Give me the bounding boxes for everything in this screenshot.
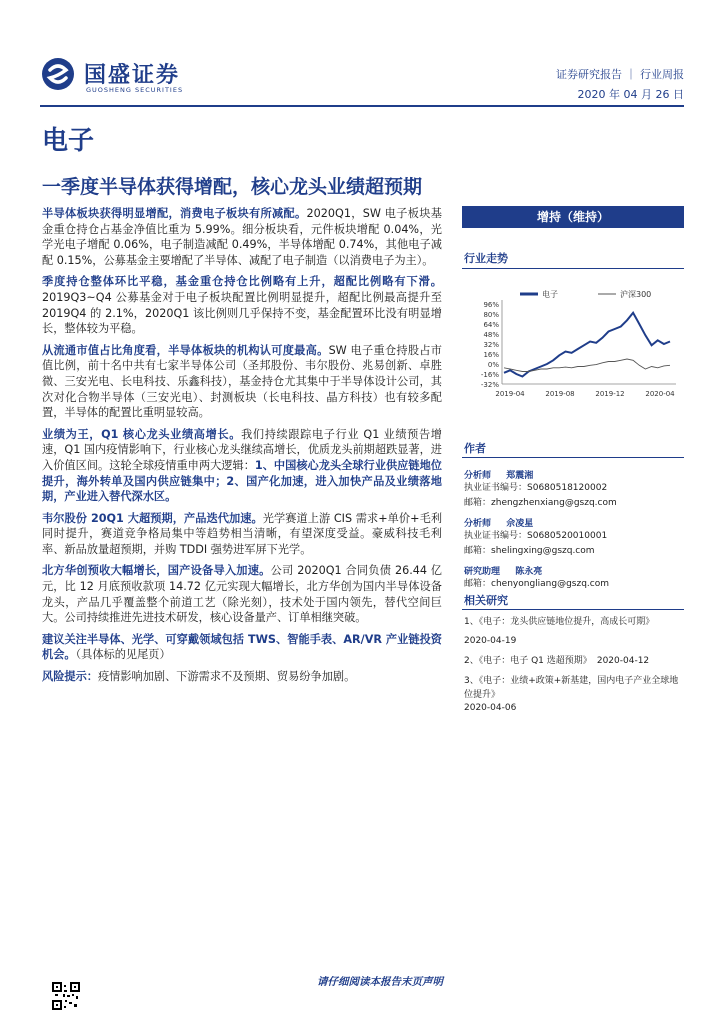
trend-rule: [462, 268, 684, 269]
report-date: 2020 年 04 月 26 日: [577, 88, 684, 101]
related-item[interactable]: 3、《电子：业绩+政策+新基建，国内电子产业全球地位提升》: [464, 676, 679, 700]
x-tick-label: 2019-12: [595, 390, 625, 398]
related-item[interactable]: 1、《电子：龙头供应链地位提升，高成长可期》: [464, 617, 655, 627]
paragraph: [42, 511, 442, 558]
email-label: 邮箱：: [464, 579, 492, 589]
series-line-csi300: [504, 359, 670, 372]
author-role-row: [464, 463, 686, 481]
company-logo: [40, 56, 76, 92]
paragraph: [42, 563, 442, 625]
related-date: 2020-04-12: [596, 656, 650, 666]
paragraph-body: 公司 2020Q1 合同负债 26.44 亿元，比 12 月底预收款项 14.72 亿元实现大幅增长，北方华创为国内半导体设备龙头，产品几乎覆盖整个前道工艺（除光刻），技术处于国内领先，替代空间巨大。公司持续推进先进技术研发，核心设备量产、订单相继突破。: [42, 564, 442, 625]
author-cert: S0680518120002: [527, 483, 608, 493]
author-block: [464, 463, 686, 590]
cert-label: 执业证书编号：: [464, 483, 528, 493]
paragraph: [42, 343, 442, 421]
y-tick-label: 96%: [483, 301, 499, 309]
paragraph-lead: 建议关注半导体、光学、可穿戴领域包括 TWS、智能手表、AR/VR 产业链投资机会。: [42, 632, 442, 662]
legend-label: 沪深300: [620, 290, 652, 299]
sector-title: 电子: [42, 126, 95, 156]
related-item[interactable]: 2、《电子：电子 Q1 选超预期》: [464, 656, 592, 666]
company-sub: GUOSHENG SECURITIES: [86, 86, 184, 94]
related-date: 2020-04-19: [464, 636, 517, 646]
author-cert: S0680520010001: [527, 531, 608, 541]
y-tick-label: 32%: [483, 341, 499, 349]
paragraph-tail: 1、中国核心龙头全球行业供应链地位提升，海外转单及国内供应链集中；2、国产化加速，进入加快产品及业绩落地期，产业进入替代深水区。: [42, 458, 442, 504]
logo-icon: [40, 56, 76, 92]
paragraph-body: 光学赛道上游 CIS 需求+单价+毛利同时提升，赛道竞争格局集中等趋势相当清晰，有望深度受益。豪威科技毛利率、新品放量超预期，并购 TDDI 强势进军屏下光学。: [42, 511, 443, 556]
paragraph-body: （具体标的见尾页）: [75, 648, 171, 662]
related-rule: [462, 609, 684, 610]
paragraph-lead: 韦尔股份 20Q1 大超预期，产品迭代加速。: [42, 511, 263, 525]
y-tick-label: 16%: [483, 351, 499, 359]
paragraph-lead: 北方华创预收大幅增长，国产设备导入加速。: [42, 564, 271, 578]
authors-rule: [462, 457, 684, 458]
trend-chart: [462, 286, 684, 402]
author-role: 研究助理: [464, 567, 501, 577]
y-tick-label: -32%: [480, 381, 499, 389]
paragraph-body: 2019Q3~Q4 公募基金对于电子板块配置比例明显提升，超配比例最高提升至 2019Q4 的 2.1%，2020Q1 该比例则几乎保持不变，基金配置环比没有明显增长，整体较为平稳。: [42, 290, 442, 336]
y-tick-label: 48%: [483, 331, 499, 339]
rating-badge: 增持（维持）: [462, 206, 684, 228]
paragraph-body: SW 电子重仓持股占市值比例，前十名中共有七家半导体公司（圣邦股份、韦尔股份、兆易创新、卓胜微、三安光电、长电科技、乐鑫科技），基金持仓尤其集中于半导体设计公司，其次对化合物半导体（三安光电）、封测板块（长电科技、晶方科技）也有较多配置，半导体的配置比重明显较高。: [42, 343, 442, 420]
main-body: [42, 206, 442, 685]
y-tick-label: 0%: [487, 361, 499, 369]
footer-disclaimer[interactable]: 请仔细阅读本报告末页声明: [317, 976, 443, 988]
legend-label: 电子: [542, 290, 558, 299]
cert-label: 执业证书编号：: [464, 531, 528, 541]
related-date: 2020-04-06: [464, 703, 517, 713]
email-label: 邮箱：: [464, 546, 492, 556]
author-name: 陈永亮: [515, 567, 543, 577]
author-cert-row: [464, 528, 686, 542]
header-rule: [40, 105, 684, 107]
related-list: [464, 616, 684, 715]
author-name: 佘凌星: [506, 519, 534, 529]
x-tick-label: 2019-08: [545, 390, 575, 398]
y-tick-label: -16%: [480, 371, 499, 379]
paragraph-lead: 季度持仓整体环比平稳，基金重仓持仓比例略有上升，超配比例略有下滑。: [42, 275, 442, 289]
related-title: 相关研究: [464, 594, 508, 607]
author-email-row: [464, 495, 686, 509]
trend-title: 行业走势: [464, 252, 508, 265]
qr-code-icon: [52, 982, 80, 1010]
paragraph: [42, 274, 442, 336]
paragraph-body: 疫情影响加剧、下游需求不及预期、贸易纷争加剧。: [97, 670, 356, 684]
paragraph-lead: 从流通市值占比角度看，半导体板块的机构认可度最高。: [42, 343, 329, 357]
paragraph-lead: 半导体板块获得明显增配，消费电子板块有所减配。: [42, 207, 307, 220]
report-title: 一季度半导体获得增配，核心龙头业绩超预期: [42, 176, 423, 198]
author-email[interactable]: shelingxing@gszq.com: [491, 546, 595, 556]
author-role: 分析师: [464, 471, 492, 481]
paragraph-body: 2020Q1，SW 电子板块基金重仓持仓占基金净值比重为 5.99%。细分板块看，元件板块增配 0.04%，光学光电子增配 0.06%，电子制造减配 0.49%，半导体增配 0.74%，其他电子减配 0.15%，公募基金主要增配了半导体、减配了电子制造（以消费电子为主）。: [42, 207, 442, 267]
author-role: 分析师: [464, 519, 492, 529]
authors-title: 作者: [464, 442, 486, 455]
author-email[interactable]: zhengzhenxiang@gszq.com: [491, 498, 617, 508]
author-cert-row: [464, 480, 686, 494]
x-tick-label: 2020-04: [645, 390, 675, 398]
email-label: 邮箱：: [464, 498, 492, 508]
paragraph: [42, 669, 442, 685]
paragraph: [42, 206, 442, 268]
author-email-row: [464, 576, 686, 590]
x-tick-label: 2019-04: [495, 390, 525, 398]
company-name: 国盛证券: [84, 63, 181, 88]
author-email[interactable]: chenyongliang@gszq.com: [491, 579, 610, 589]
paragraph-lead: 业绩为王，Q1 核心龙头业绩高增长。: [42, 427, 242, 441]
paragraph: [42, 632, 442, 663]
author-email-row: [464, 543, 686, 557]
author-role-row: [464, 511, 686, 529]
report-type: 证券研究报告 ｜ 行业周报: [556, 68, 684, 81]
author-name: 郑震湘: [506, 471, 534, 481]
y-tick-label: 80%: [483, 311, 499, 319]
paragraph-lead: 风险提示：: [42, 670, 98, 684]
paragraph: [42, 427, 442, 505]
paragraph-body: 我们持续跟踪电子行业 Q1 业绩预告增速，Q1 国内疫情影响下，行业核心龙头继续高增长，优质龙头前期超跌显著，进入价值区间。这轮全球疫情重申两大逻辑：: [42, 427, 442, 472]
author-role-row: [464, 559, 686, 577]
y-tick-label: 64%: [483, 321, 499, 329]
series-line-electronics: [504, 313, 670, 377]
qr-code: [52, 982, 80, 1010]
